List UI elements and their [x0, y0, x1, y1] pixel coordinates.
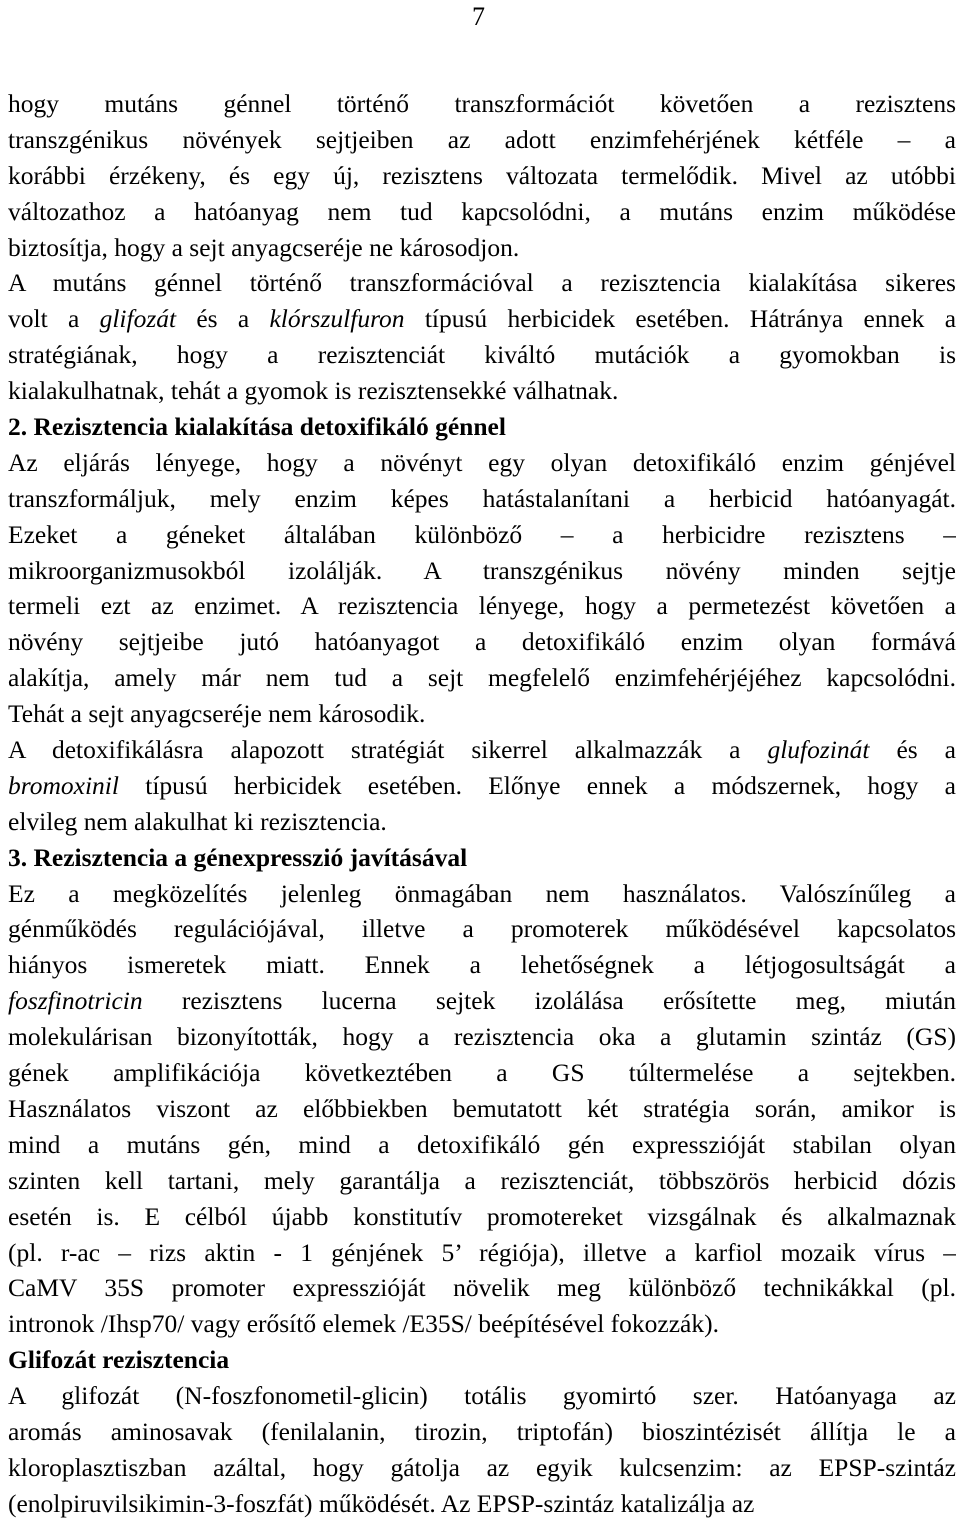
text-line: alakítja, amely már nem tud a sejt megfelelő enzimfehérjéjéhez kapcsolódni. — [8, 663, 956, 693]
text-line: stratégiának, hogy a rezisztenciát kiváltó mutációk a gyomokban is — [8, 340, 956, 370]
text-line: CaMV 35S promoter expresszióját növelik meg különböző technikákkal (pl. — [8, 1273, 956, 1303]
text-run: rezisztens lucerna sejtek izolálása erősítette meg, miután — [142, 986, 956, 1016]
text-line: változathoz a hatóanyag nem tud kapcsolódni, a mutáns enzim működése — [8, 196, 956, 226]
text-line: termeli ezt az enzimet. A rezisztencia lényege, hogy a permetezést követően a — [8, 591, 956, 621]
text-line: A glifozát (N-foszfonometil-glicin) totális gyomirtó szer. Hatóanyaga az — [8, 1381, 956, 1411]
text-line: intronok /Ihsp70/ vagy erősítő elemek /E35S/ beépítésével fokozzák). — [8, 1309, 719, 1339]
text-line: A mutáns génnel történő transzformációval a rezisztencia kialakítása sikeres — [8, 268, 956, 298]
text-line: Használatos viszont az előbbiekben bemutatott két stratégia során, amikor is — [8, 1093, 956, 1123]
text-run: típusú herbicidek esetében. Előnye ennek a módszernek, hogy a — [118, 770, 956, 800]
text-line: növény sejtjeibe jutó hatóanyagot a detoxifikáló enzim olyan formává — [8, 627, 956, 657]
text-line: mind a mutáns gén, mind a detoxifikáló gén expresszióját stabilan olyan — [8, 1129, 956, 1159]
section-heading: 3. Rezisztencia a génexpresszió javításával — [8, 842, 468, 872]
italic-term: glifozát — [99, 304, 177, 334]
text-run: A detoxifikálásra alapozott stratégiát sikerrel alkalmazzák a — [8, 735, 768, 765]
text-line: kialakulhatnak, tehát a gyomok is rezisztensekké válhatnak. — [8, 376, 619, 406]
text-line — [8, 768, 956, 804]
text-line: Ezeket a géneket általában különböző – a herbicidre rezisztens – — [8, 519, 956, 549]
italic-term: bromoxinil — [8, 770, 119, 800]
text-run: és a — [869, 735, 956, 765]
text-line — [8, 983, 956, 1019]
text-line: kloroplasztiszban azáltal, hogy gátolja az egyik kulcsenzim: az EPSP-szintáz — [8, 1452, 956, 1482]
text-run: típusú herbicidek esetében. Hátránya ennek a — [404, 304, 956, 334]
text-line: hogy mutáns génnel történő transzformációt követően a rezisztens — [8, 89, 956, 118]
text-line: (enolpiruvilsikimin-3-foszfát) működését. Az EPSP-szintáz katalizálja az — [8, 1488, 755, 1518]
text-line: génműködés regulációjával, illetve a promoterek működésével kapcsolatos — [8, 914, 956, 944]
text-line: aromás aminosavak (fenilalanin, tirozin, triptofán) bioszintézisét állítja le a — [8, 1416, 956, 1446]
section-heading: Glifozát rezisztencia — [8, 1345, 230, 1375]
text-line: hiányos ismeretek miatt. Ennek a lehetőségnek a létjogosultságát a — [8, 950, 956, 980]
text-line: mikroorganizmusokból izolálják. A transzgénikus növény minden sejtje — [8, 555, 956, 585]
text-line: Az eljárás lényege, hogy a növényt egy olyan detoxifikáló enzim génjével — [8, 447, 956, 477]
body-text — [8, 86, 956, 1522]
text-line: gének amplifikációja következtében a GS túltermelése a sejtekben. — [8, 1058, 956, 1088]
section-heading: 2. Rezisztencia kialakítása detoxifikáló génnel — [8, 412, 506, 442]
text-line: elvileg nem alakulhat ki rezisztencia. — [8, 806, 387, 836]
text-line: Ez a megközelítés jelenleg önmagában nem használatos. Valószínűleg a — [8, 878, 956, 908]
text-run: volt a — [8, 304, 100, 334]
text-line: Tehát a sejt anyagcseréje nem károsodik. — [8, 699, 426, 729]
text-line: korábbi érzékeny, és egy új, rezisztens változata termelődik. Mivel az utóbbi — [8, 160, 956, 190]
text-line: transzgénikus növények sejtjeiben az adott enzimfehérjének kétféle – a — [8, 124, 956, 154]
italic-term: foszfinotricin — [8, 986, 143, 1016]
text-line: szinten kell tartani, mely garantálja a rezisztenciát, többszörös herbicid dózis — [8, 1165, 956, 1195]
italic-term: klórszulfuron — [269, 304, 405, 334]
text-line: esetén is. E célból újabb konstitutív promotereket vizsgálnak és alkalmaznak — [8, 1201, 956, 1231]
text-line: (pl. r-ac – rizs aktin - 1 génjének 5’ régiója), illetve a karfiol mozaik vírus – — [8, 1237, 956, 1267]
text-line: transzformáljuk, mely enzim képes hatástalanítani a herbicid hatóanyagát. — [8, 483, 956, 513]
text-line: molekulárisan bizonyították, hogy a rezisztencia oka a glutamin szintáz (GS) — [8, 1022, 956, 1052]
italic-term: glufozinát — [767, 735, 870, 765]
text-line — [8, 301, 956, 337]
text-line: biztosítja, hogy a sejt anyagcseréje ne károsodjon. — [8, 232, 520, 262]
text-run: és a — [176, 304, 270, 334]
text-line — [8, 732, 956, 768]
page-number: 7 — [472, 2, 485, 31]
